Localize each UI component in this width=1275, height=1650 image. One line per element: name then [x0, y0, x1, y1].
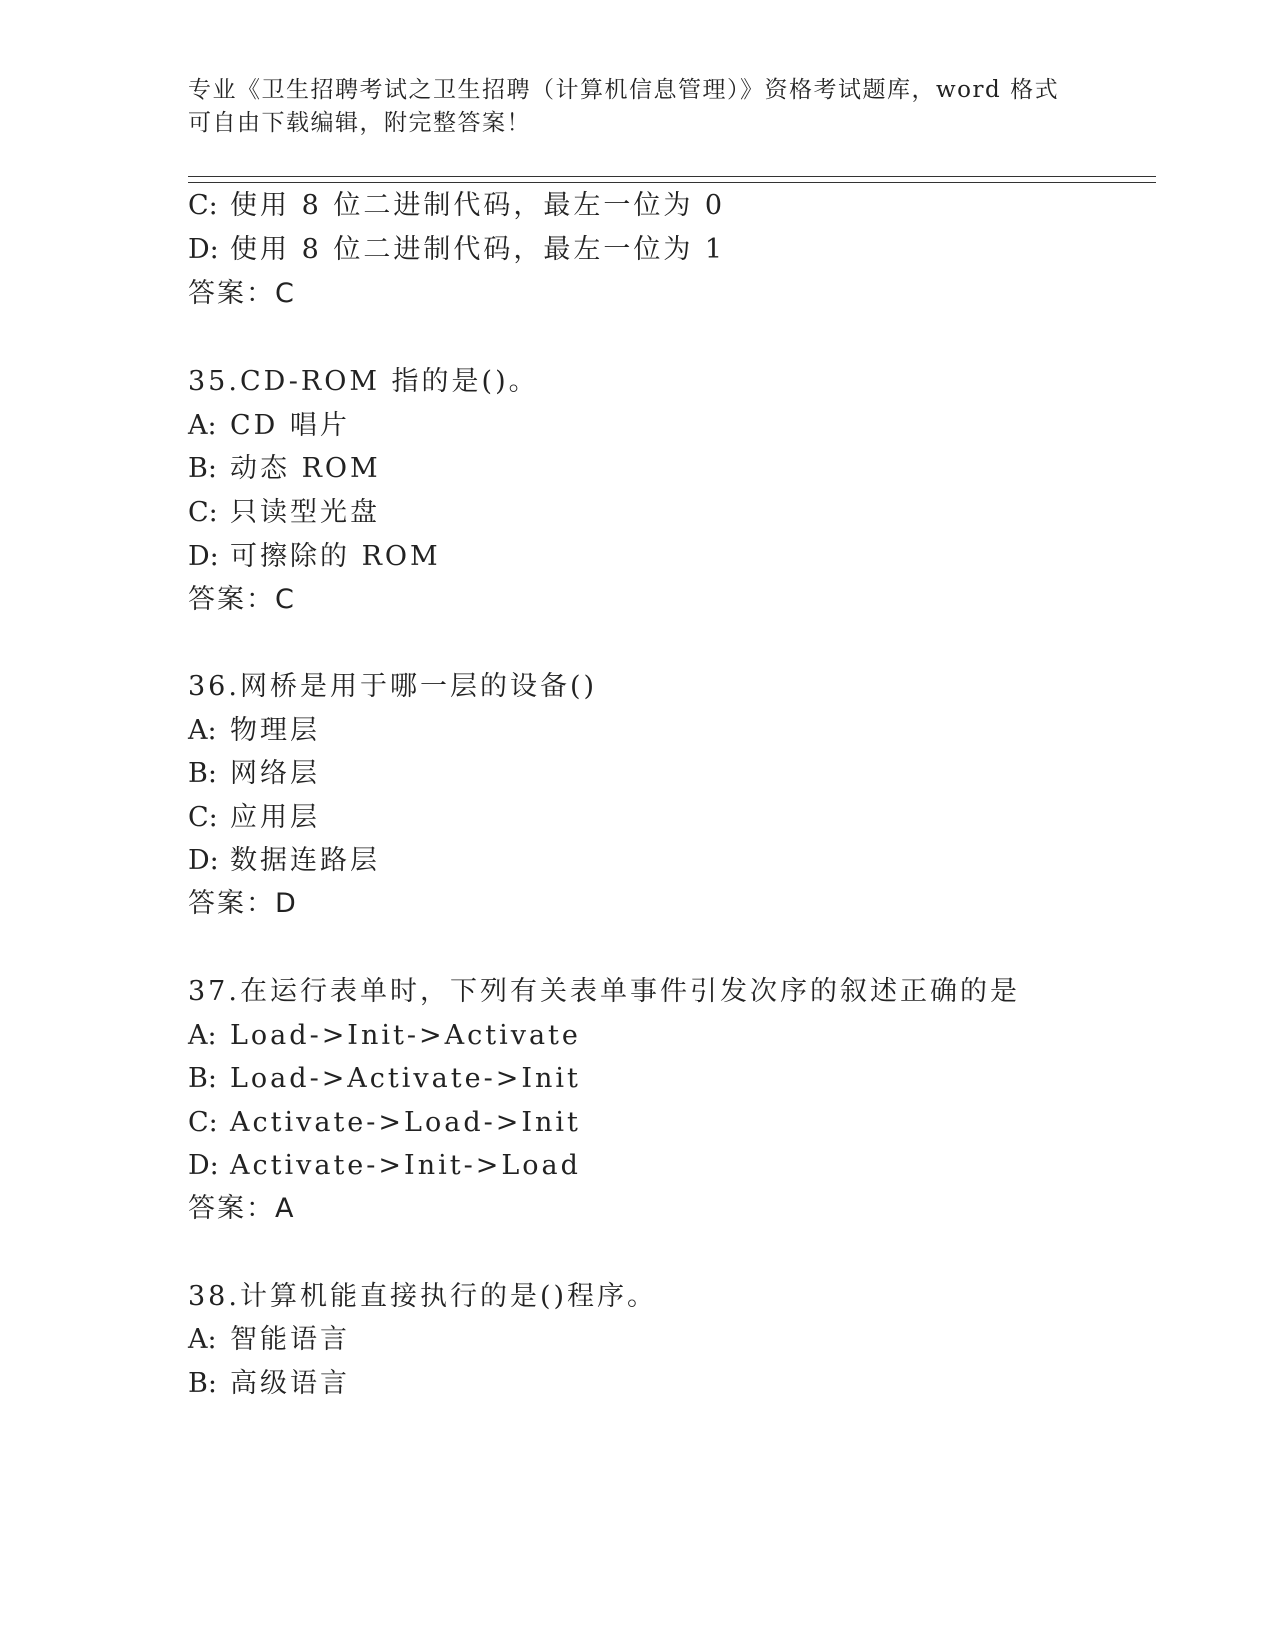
option-a [188, 1020, 581, 1052]
option-b [188, 1063, 581, 1095]
header-title-line-1: 专业《卫生招聘考试之卫生招聘（计算机信息管理）》资格考试题库，word 格式 [188, 77, 1060, 103]
option-text: CD 唱片 [230, 410, 350, 441]
option-b [188, 758, 320, 790]
option-c [188, 802, 320, 834]
option-c [188, 190, 725, 222]
option-d [188, 1150, 581, 1182]
option-text: 只读型光盘 [230, 497, 380, 528]
option-text: 使用 8 位二进制代码，最左一位为 0 [230, 190, 726, 221]
option-label: A: [188, 1324, 217, 1355]
option-text: 智能语言 [230, 1324, 350, 1355]
option-label: A: [188, 410, 217, 441]
answer-line: 答案：D [188, 888, 298, 919]
option-text: 网络层 [230, 758, 320, 789]
option-label: C: [188, 1107, 218, 1138]
question-stem-38: 38.计算机能直接执行的是()程序。 [188, 1281, 658, 1312]
answer-line: 答案：C [188, 584, 296, 615]
option-text: 应用层 [230, 802, 320, 833]
option-a [188, 1324, 350, 1356]
option-label: D: [188, 1150, 219, 1181]
header-title-line-2: 可自由下载编辑，附完整答案！ [188, 110, 531, 136]
option-text: Load->Activate->Init [230, 1063, 581, 1094]
option-a [188, 715, 320, 747]
header-divider-top [188, 176, 1156, 177]
option-text: Activate->Load->Init [230, 1107, 581, 1138]
option-text: 数据连路层 [230, 845, 380, 876]
option-d [188, 845, 380, 877]
option-c [188, 497, 380, 529]
option-label: C: [188, 497, 218, 528]
option-text: Activate->Init->Load [230, 1150, 581, 1181]
option-text: Load->Init->Activate [230, 1020, 581, 1051]
question-stem-35: 35.CD-ROM 指的是()。 [188, 366, 539, 397]
option-a [188, 410, 350, 442]
option-text: 使用 8 位二进制代码，最左一位为 1 [230, 234, 726, 265]
option-d [188, 234, 725, 266]
question-stem-37: 37.在运行表单时，下列有关表单事件引发次序的叙述正确的是 [188, 976, 1020, 1007]
option-label: B: [188, 1063, 217, 1094]
option-label: C: [188, 802, 218, 833]
option-text: 可擦除的 ROM [230, 541, 441, 572]
document-header [188, 74, 1088, 140]
option-label: D: [188, 845, 219, 876]
option-text: 物理层 [230, 715, 320, 746]
option-b [188, 1368, 350, 1400]
answer-line: 答案：A [188, 1193, 296, 1224]
option-d [188, 541, 441, 573]
option-text: 高级语言 [230, 1368, 350, 1399]
option-label: B: [188, 758, 217, 789]
option-label: B: [188, 453, 217, 484]
option-b [188, 453, 381, 485]
header-divider-bottom [188, 182, 1156, 183]
option-label: D: [188, 234, 219, 265]
option-label: B: [188, 1368, 217, 1399]
option-label: A: [188, 1020, 217, 1051]
option-label: D: [188, 541, 219, 572]
answer-line: 答案：C [188, 278, 296, 309]
option-c [188, 1107, 581, 1139]
option-label: A: [188, 715, 217, 746]
option-text: 动态 ROM [230, 453, 381, 484]
option-label: C: [188, 190, 218, 221]
question-stem-36: 36.网桥是用于哪一层的设备() [188, 671, 598, 702]
